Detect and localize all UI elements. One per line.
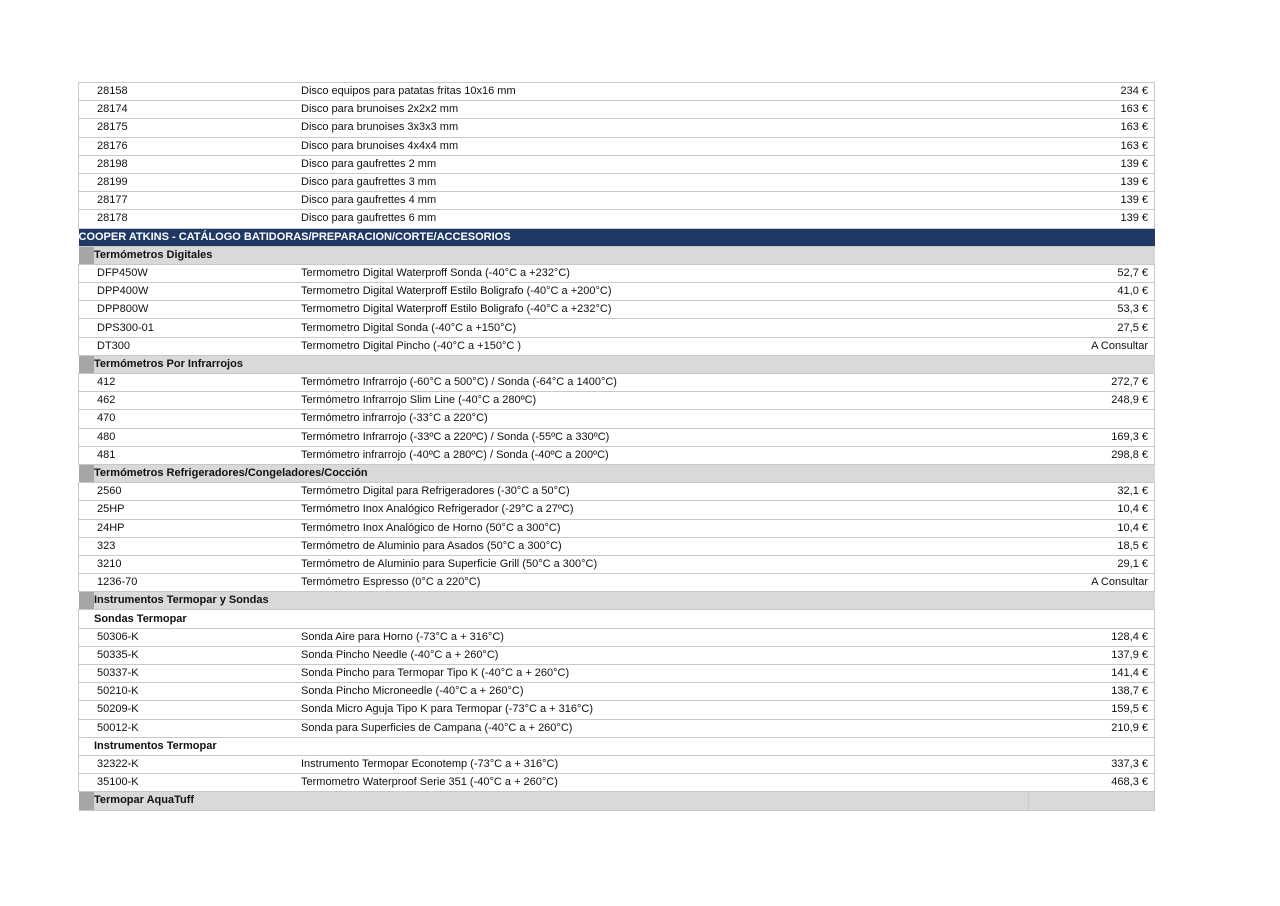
product-description: Sonda para Superficies de Campana (-40°C a + 260°C): [301, 719, 1028, 737]
category-row: [79, 246, 1155, 264]
price-list-body: [79, 83, 1155, 811]
product-code: 2560: [94, 483, 301, 501]
row-gutter: [79, 410, 95, 428]
row-gutter: [79, 501, 95, 519]
table-row: [79, 101, 1155, 119]
product-code: 35100-K: [94, 774, 301, 792]
product-code: 462: [94, 392, 301, 410]
product-code: 28174: [94, 101, 301, 119]
product-description: Termómetro de Aluminio para Superficie Grill (50°C a 300°C): [301, 555, 1028, 573]
product-price: 128,4 €: [1028, 628, 1155, 646]
row-gutter: [79, 537, 95, 555]
price-cell: [1028, 792, 1155, 810]
product-description: Termometro Digital Pincho (-40°C a +150°C ): [301, 337, 1028, 355]
category-label: Termómetros Por Infrarrojos: [94, 355, 1155, 373]
product-price: 29,1 €: [1028, 555, 1155, 573]
table-row: [79, 574, 1155, 592]
table-row: [79, 210, 1155, 228]
table-row: [79, 283, 1155, 301]
row-gutter: [79, 355, 95, 373]
product-code: 24HP: [94, 519, 301, 537]
row-gutter: [79, 555, 95, 573]
table-row: [79, 774, 1155, 792]
category-label: Instrumentos Termopar y Sondas: [94, 592, 1155, 610]
product-code: 480: [94, 428, 301, 446]
row-gutter: [79, 210, 95, 228]
table-row: [79, 428, 1155, 446]
table-row: [79, 319, 1155, 337]
product-price: 337,3 €: [1028, 755, 1155, 773]
product-price: [1028, 410, 1155, 428]
row-gutter: [79, 192, 95, 210]
category-row: [79, 464, 1155, 482]
table-row: [79, 137, 1155, 155]
product-price: 169,3 €: [1028, 428, 1155, 446]
row-gutter: [79, 737, 95, 755]
product-price: 234 €: [1028, 83, 1155, 101]
table-row: [79, 173, 1155, 191]
product-description: Disco para gaufrettes 3 mm: [301, 173, 1028, 191]
row-gutter: [79, 665, 95, 683]
table-row: [79, 755, 1155, 773]
table-row: [79, 519, 1155, 537]
category-row: [79, 792, 1155, 810]
product-price: A Consultar: [1028, 574, 1155, 592]
product-code: 28178: [94, 210, 301, 228]
row-gutter: [79, 283, 95, 301]
product-price: 272,7 €: [1028, 374, 1155, 392]
product-code: DFP450W: [94, 264, 301, 282]
row-gutter: [79, 792, 95, 810]
product-price: 137,9 €: [1028, 646, 1155, 664]
row-gutter: [79, 173, 95, 191]
row-gutter: [79, 774, 95, 792]
product-price: 139 €: [1028, 155, 1155, 173]
row-gutter: [79, 592, 95, 610]
row-gutter: [79, 719, 95, 737]
product-description: Termómetro Infrarrojo (-60°C a 500°C) / Sonda (-64°C a 1400°C): [301, 374, 1028, 392]
table-row: [79, 392, 1155, 410]
product-price: 27,5 €: [1028, 319, 1155, 337]
category-row: [79, 355, 1155, 373]
product-code: DPP400W: [94, 283, 301, 301]
table-row: [79, 501, 1155, 519]
product-description: Termometro Digital Sonda (-40°C a +150°C): [301, 319, 1028, 337]
product-price: 41,0 €: [1028, 283, 1155, 301]
product-description: Termometro Digital Waterproff Sonda (-40°C a +232°C): [301, 264, 1028, 282]
product-description: Termometro Waterproof Serie 351 (-40°C a + 260°C): [301, 774, 1028, 792]
product-description: Sonda Pincho para Termopar Tipo K (-40°C a + 260°C): [301, 665, 1028, 683]
product-description: Disco para gaufrettes 2 mm: [301, 155, 1028, 173]
product-description: Termometro Digital Waterproff Estilo Boligrafo (-40°C a +200°C): [301, 283, 1028, 301]
product-price: 139 €: [1028, 192, 1155, 210]
product-price: 139 €: [1028, 173, 1155, 191]
table-row: [79, 301, 1155, 319]
table-row: [79, 719, 1155, 737]
subcategory-row: [79, 610, 1155, 628]
product-price: 163 €: [1028, 137, 1155, 155]
product-description: Termómetro de Aluminio para Asados (50°C a 300°C): [301, 537, 1028, 555]
row-gutter: [79, 301, 95, 319]
catalog-title: COOPER ATKINS - CATÁLOGO BATIDORAS/PREPARACION/CORTE/ACCESORIOS: [79, 228, 1155, 246]
product-code: 3210: [94, 555, 301, 573]
product-price: 163 €: [1028, 119, 1155, 137]
table-row: [79, 337, 1155, 355]
product-price: 163 €: [1028, 101, 1155, 119]
product-code: 412: [94, 374, 301, 392]
row-gutter: [79, 101, 95, 119]
row-gutter: [79, 337, 95, 355]
row-gutter: [79, 646, 95, 664]
table-row: [79, 701, 1155, 719]
row-gutter: [79, 755, 95, 773]
product-price: 52,7 €: [1028, 264, 1155, 282]
row-gutter: [79, 264, 95, 282]
product-description: Disco para brunoises 4x4x4 mm: [301, 137, 1028, 155]
product-price: 210,9 €: [1028, 719, 1155, 737]
product-description: Termómetro Espresso (0°C a 220°C): [301, 574, 1028, 592]
product-code: 50209-K: [94, 701, 301, 719]
product-description: Disco para gaufrettes 4 mm: [301, 192, 1028, 210]
table-row: [79, 410, 1155, 428]
product-price: A Consultar: [1028, 337, 1155, 355]
table-row: [79, 555, 1155, 573]
table-row: [79, 155, 1155, 173]
product-code: 50335-K: [94, 646, 301, 664]
product-description: Termómetro Digital para Refrigeradores (-30°C a 50°C): [301, 483, 1028, 501]
product-price: 159,5 €: [1028, 701, 1155, 719]
product-price: 18,5 €: [1028, 537, 1155, 555]
row-gutter: [79, 519, 95, 537]
product-code: DPS300-01: [94, 319, 301, 337]
product-code: 481: [94, 446, 301, 464]
product-description: Disco para brunoises 3x3x3 mm: [301, 119, 1028, 137]
product-description: Disco equipos para patatas fritas 10x16 mm: [301, 83, 1028, 101]
product-code: 1236-70: [94, 574, 301, 592]
product-code: 50306-K: [94, 628, 301, 646]
product-code: 28175: [94, 119, 301, 137]
row-gutter: [79, 574, 95, 592]
product-code: 28158: [94, 83, 301, 101]
row-gutter: [79, 374, 95, 392]
row-gutter: [79, 483, 95, 501]
product-price: 138,7 €: [1028, 683, 1155, 701]
table-row: [79, 628, 1155, 646]
product-code: DT300: [94, 337, 301, 355]
catalog-title-row: [79, 228, 1155, 246]
table-row: [79, 83, 1155, 101]
row-gutter: [79, 155, 95, 173]
table-row: [79, 374, 1155, 392]
category-label: Termopar AquaTuff: [94, 792, 1028, 810]
product-price: 53,3 €: [1028, 301, 1155, 319]
row-gutter: [79, 428, 95, 446]
table-row: [79, 537, 1155, 555]
product-code: 28199: [94, 173, 301, 191]
product-description: Termómetro infrarrojo (-40ºC a 280ºC) / Sonda (-40ºC a 200ºC): [301, 446, 1028, 464]
product-code: 323: [94, 537, 301, 555]
product-description: Sonda Micro Aguja Tipo K para Termopar (-73°C a + 316°C): [301, 701, 1028, 719]
subcategory-row: [79, 737, 1155, 755]
table-row: [79, 446, 1155, 464]
product-price: 141,4 €: [1028, 665, 1155, 683]
product-description: Termómetro Infrarrojo (-33ºC a 220ºC) / Sonda (-55ºC a 330ºC): [301, 428, 1028, 446]
category-label: Termómetros Refrigeradores/Congeladores/Cocción: [94, 464, 1155, 482]
table-row: [79, 646, 1155, 664]
product-price: 298,8 €: [1028, 446, 1155, 464]
row-gutter: [79, 392, 95, 410]
table-row: [79, 665, 1155, 683]
product-code: 470: [94, 410, 301, 428]
product-code: 28176: [94, 137, 301, 155]
product-code: 25HP: [94, 501, 301, 519]
row-gutter: [79, 701, 95, 719]
price-list-table: [78, 82, 1155, 811]
product-description: Sonda Aire para Horno (-73°C a + 316°C): [301, 628, 1028, 646]
product-description: Sonda Pincho Needle (-40°C a + 260°C): [301, 646, 1028, 664]
product-code: 28177: [94, 192, 301, 210]
product-price: 10,4 €: [1028, 501, 1155, 519]
product-code: 28198: [94, 155, 301, 173]
product-price: 139 €: [1028, 210, 1155, 228]
table-row: [79, 683, 1155, 701]
product-code: DPP800W: [94, 301, 301, 319]
product-code: 50337-K: [94, 665, 301, 683]
row-gutter: [79, 319, 95, 337]
row-gutter: [79, 246, 95, 264]
product-description: Termometro Digital Waterproff Estilo Boligrafo (-40°C a +232°C): [301, 301, 1028, 319]
product-code: 32322-K: [94, 755, 301, 773]
row-gutter: [79, 83, 95, 101]
subcategory-label: Instrumentos Termopar: [94, 737, 1155, 755]
product-description: Termómetro infrarrojo (-33°C a 220°C): [301, 410, 1028, 428]
subcategory-label: Sondas Termopar: [94, 610, 1155, 628]
product-description: Disco para gaufrettes 6 mm: [301, 210, 1028, 228]
table-row: [79, 119, 1155, 137]
product-description: Termómetro Inox Analógico de Horno (50°C a 300°C): [301, 519, 1028, 537]
table-row: [79, 483, 1155, 501]
product-code: 50012-K: [94, 719, 301, 737]
table-row: [79, 192, 1155, 210]
product-price: 248,9 €: [1028, 392, 1155, 410]
product-description: Disco para brunoises 2x2x2 mm: [301, 101, 1028, 119]
row-gutter: [79, 119, 95, 137]
product-price: 10,4 €: [1028, 519, 1155, 537]
row-gutter: [79, 610, 95, 628]
row-gutter: [79, 137, 95, 155]
row-gutter: [79, 464, 95, 482]
category-row: [79, 592, 1155, 610]
product-description: Sonda Pincho Microneedle (-40°C a + 260°C): [301, 683, 1028, 701]
row-gutter: [79, 683, 95, 701]
category-label: Termómetros Digitales: [94, 246, 1155, 264]
product-description: Termómetro Infrarrojo Slim Line (-40°C a 280ºC): [301, 392, 1028, 410]
product-description: Instrumento Termopar Econotemp (-73°C a + 316°C): [301, 755, 1028, 773]
product-code: 50210-K: [94, 683, 301, 701]
product-price: 468,3 €: [1028, 774, 1155, 792]
row-gutter: [79, 628, 95, 646]
product-price: 32,1 €: [1028, 483, 1155, 501]
row-gutter: [79, 446, 95, 464]
table-row: [79, 264, 1155, 282]
product-description: Termómetro Inox Analógico Refrigerador (-29°C a 27ºC): [301, 501, 1028, 519]
